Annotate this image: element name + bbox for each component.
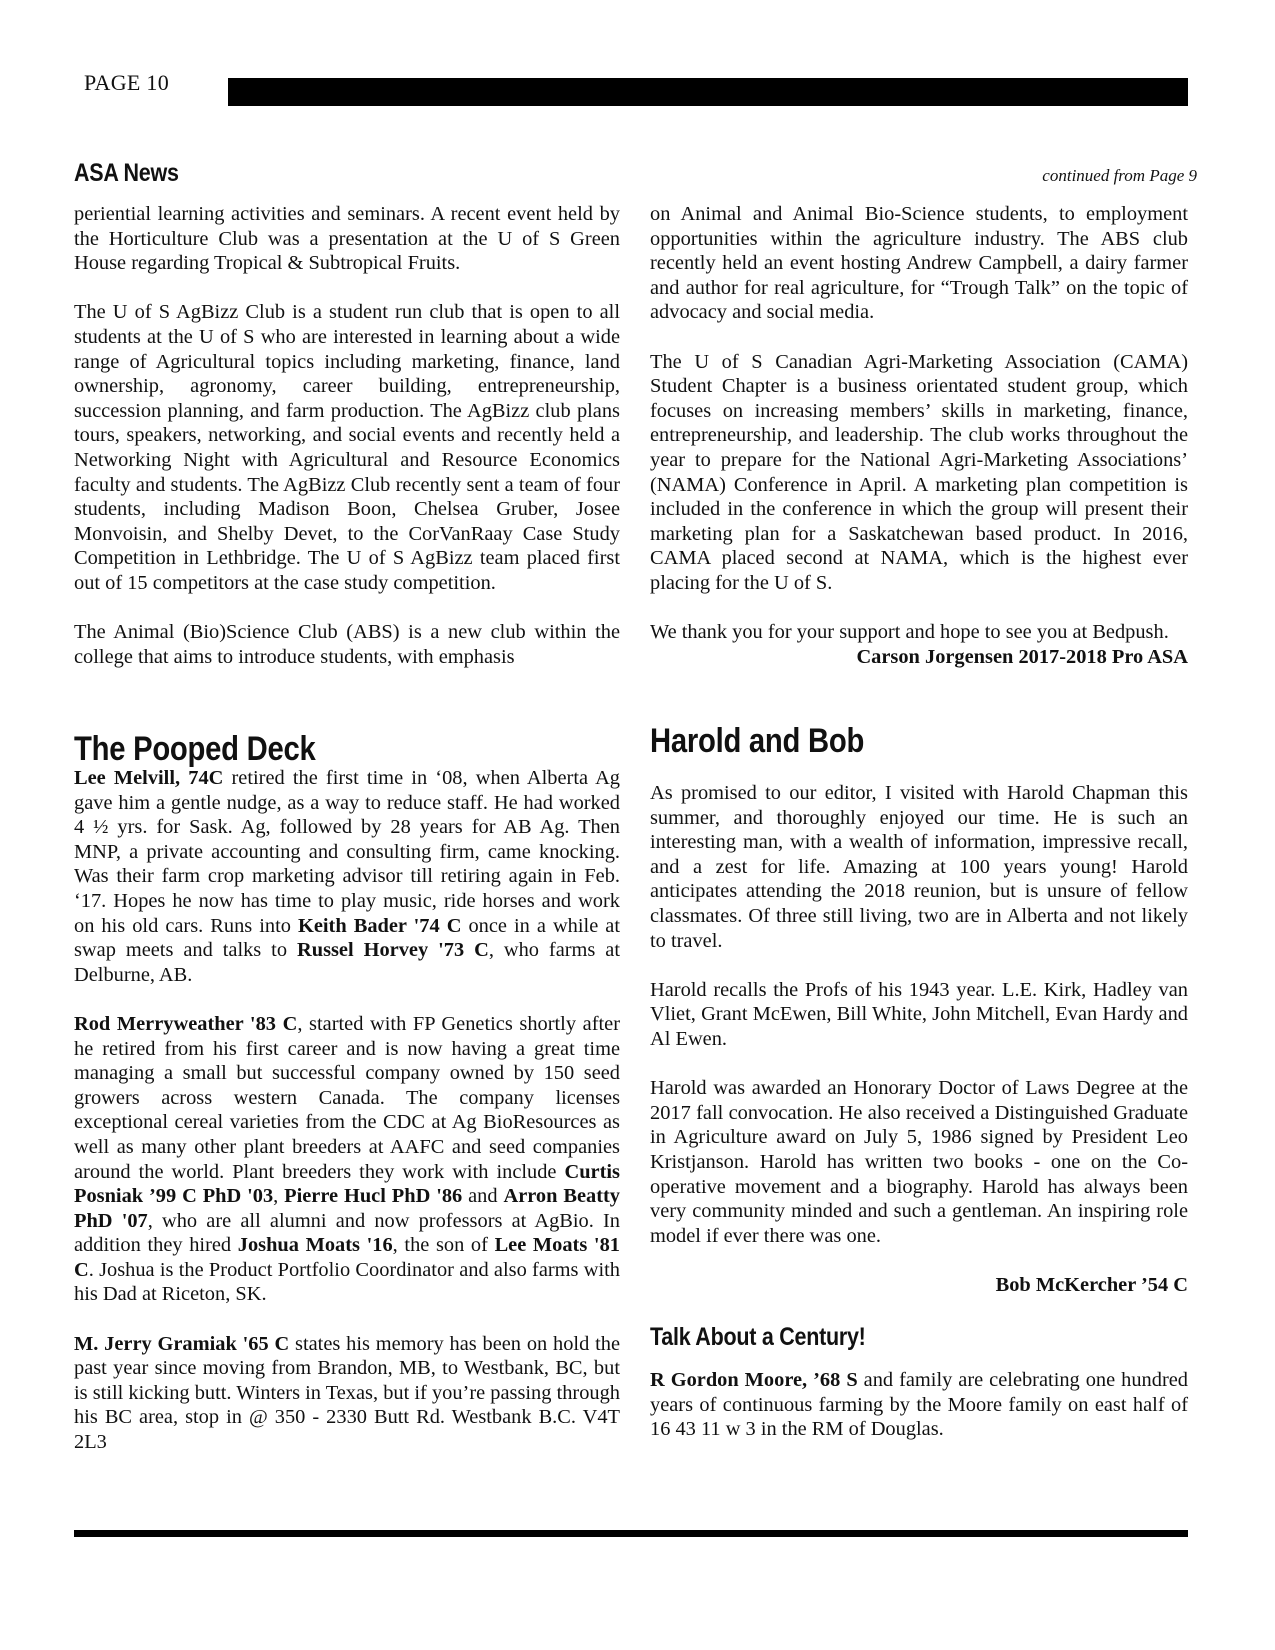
paragraph-text: , xyxy=(273,1185,285,1208)
asa-news-left-column xyxy=(74,202,620,669)
asa-news-right-column xyxy=(650,202,1188,669)
paragraph-text: and xyxy=(462,1185,504,1208)
paragraph-text: , the son of xyxy=(392,1234,495,1257)
century-column xyxy=(650,1368,1188,1442)
paragraph-text: once in a while at swap meets and talks to xyxy=(74,914,620,962)
continued-note: continued from Page 9 xyxy=(1042,166,1197,185)
paragraph-text: . Joshua is the Product Portfolio Coordinator and also farms with his Dad at Riceton, SK. xyxy=(74,1258,620,1306)
alumni-name: Joshua Moats '16 xyxy=(237,1234,393,1257)
asa-news-paragraph: periential learning activities and seminars. A recent event held by the Horticulture Club was a presentation at the U of S Green House regarding Tropical & Subtropical Fruits. xyxy=(74,203,620,275)
header-bar xyxy=(228,78,1188,106)
paragraph-text: retired the first time in ‘08, when Alberta Ag gave him a gentle nudge, as a way to reduce staff. He had worked 4 ½ yrs. for Sask. Ag, followed by 28 years for AB Ag. Then MNP, a private accounting and consulting firm, came knocking. Was their farm crop marketing advisor till retiring again in Feb. ‘17. Hopes he now has time to play music, ride horses and work on his old cars. Runs into xyxy=(74,767,620,937)
paragraph-text: and family are celebrating one hundred years of continuous farming by the Moore family on east half of 16 43 11 w 3 in the RM of Douglas. xyxy=(650,1369,1188,1441)
paragraph-text: , who are all alumni and now professors at AgBio. In addition they hired xyxy=(74,1209,620,1257)
paragraph-text: states his memory has been on hold the past year since moving from Brandon, MB, to Westbank, BC, but is still kicking butt. Winters in Texas, but if you’re passing through his BC area, stop in @ 350 - 2330 Butt Rd. Westbank B.C. V4T 2L3 xyxy=(74,1332,620,1454)
pooped-deck-paragraph xyxy=(74,1332,620,1455)
pooped-deck-paragraph xyxy=(74,1012,620,1307)
harold-paragraph: As promised to our editor, I visited with Harold Chapman this summer, and thoroughly enjoyed our time. He is such an interesting man, with a wealth of information, impressive recall, and a zest for life. Amazing at 100 years young! Harold anticipates attending the 2018 reunion, but is unsure of fellow classmates. Of three still living, two are in Alberta and not likely to travel. xyxy=(650,782,1188,952)
alumni-name: Lee Moats '81 C xyxy=(74,1234,620,1281)
asa-news-paragraph: We thank you for your support and hope to see you at Bedpush. xyxy=(650,621,1169,644)
alumni-name: Arron Beatty PhD '07 xyxy=(74,1185,620,1232)
harold-and-bob-column xyxy=(650,781,1188,1297)
pooped-deck-heading: The Pooped Deck xyxy=(74,730,316,768)
alumni-name: M. Jerry Gramiak '65 C xyxy=(74,1332,290,1355)
paragraph-text: , who farms at Delburne, AB. xyxy=(74,939,620,986)
harold-and-bob-heading: Harold and Bob xyxy=(650,722,865,760)
century-paragraph xyxy=(650,1368,1188,1442)
alumni-name: Rod Merryweather '83 C xyxy=(74,1012,298,1035)
paragraph-text: , started with FP Genetics shortly after he retired from his first career and is now having a great time managing a small but successful company owned by 150 seed growers across western Canada. The company licenses exceptional cereal varieties from the CDC at Ag BioResources as well as many other plant breeders at AAFC and seed companies around the world. Plant breeders they work with include xyxy=(74,1012,620,1183)
alumni-name: Curtis Posniak ’99 C PhD '03 xyxy=(74,1160,620,1208)
asa-news-paragraph: The U of S Canadian Agri-Marketing Association (CAMA) Student Chapter is a business orientated student group, which focuses on increasing members’ skills in marketing, finance, entrepreneurship, and leadership. The club works throughout the year to prepare for the National Agri-Marketing Associations’ (NAMA) Conference in April. A marketing plan competition is included in the conference in which the group will present their marketing plan for a Saskatchewan based product. In 2016, CAMA placed second at NAMA, which is the highest ever placing for the U of S. xyxy=(650,350,1188,594)
pooped-deck-paragraph xyxy=(74,766,620,987)
century-heading: Talk About a Century! xyxy=(650,1323,866,1351)
asa-news-heading: ASA News xyxy=(74,159,179,187)
harold-paragraph: Harold recalls the Profs of his 1943 year. L.E. Kirk, Hadley van Vliet, Grant McEwen, Bill White, John Mitchell, Evan Hardy and Al Ewen. xyxy=(650,978,1188,1050)
harold-paragraph: Harold was awarded an Honorary Doctor of Laws Degree at the 2017 fall convocation. He also received a Distinguished Graduate in Agriculture award on July 5, 1986 signed by President Leo Kristjanson. Harold has written two books - one on the Co-operative movement and a biography. Harold has always been very community minded and such a gentleman. An inspiring role model if ever there was one. xyxy=(650,1077,1188,1247)
pooped-deck-column xyxy=(74,766,620,1455)
alumni-name: Lee Melvill, 74C xyxy=(74,767,224,789)
asa-news-paragraph: The Animal (Bio)Science Club (ABS) is a new club within the college that aims to introduce students, with emphasis xyxy=(74,621,620,668)
asa-news-signature: Carson Jorgensen 2017-2018 Pro ASA xyxy=(856,645,1188,668)
harold-signature: Bob McKercher ’54 C xyxy=(995,1273,1188,1296)
alumni-name: Keith Bader '74 C xyxy=(297,914,462,937)
page-number: PAGE 10 xyxy=(84,70,170,95)
asa-news-paragraph: on Animal and Animal Bio-Science students, to employment opportunities within the agriculture industry. The ABS club recently held an event hosting Andrew Campbell, a dairy farmer and author for real agriculture, for “Trough Talk” on the topic of advocacy and social media. xyxy=(650,203,1188,324)
alumni-name: Russel Horvey '73 C xyxy=(297,939,489,962)
asa-news-paragraph: The U of S AgBizz Club is a student run club that is open to all students at the U of S who are interested in learning about a wide range of Agricultural topics including marketing, finance, land ownership, agronomy, career building, entrepreneurship, succession planning, and farm production. The AgBizz club plans tours, speakers, networking, and social events and recently held a Networking Night with Agricultural and Resource Economics faculty and students. The AgBizz Club recently sent a team of four students, including Madison Boon, Chelsea Gruber, Josee Monvoisin, and Shelby Devet, to the CorVanRaay Case Study Competition in Lethbridge. The U of S AgBizz team placed first out of 15 competitors at the case study competition. xyxy=(74,301,620,594)
alumni-name: Pierre Hucl PhD '86 xyxy=(284,1185,463,1208)
footer-rule xyxy=(74,1530,1188,1537)
alumni-name: R Gordon Moore, ’68 S xyxy=(650,1369,858,1391)
